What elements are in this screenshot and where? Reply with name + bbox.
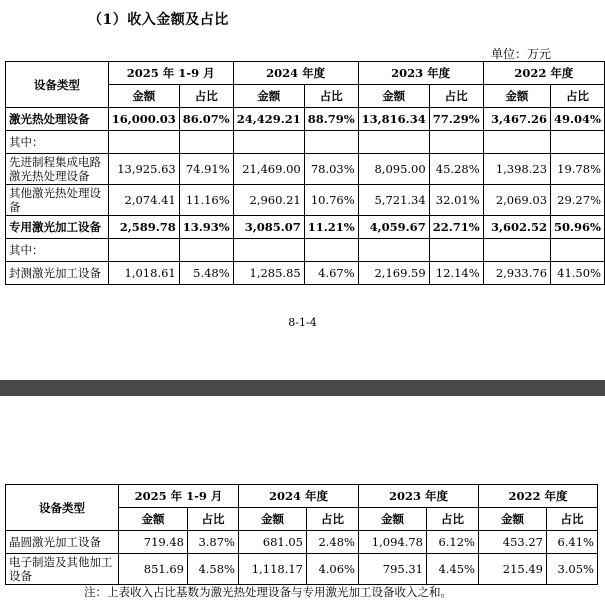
amount-cell: 1,285.85 — [233, 262, 304, 285]
header-amount: 金额 — [108, 85, 179, 108]
row-label: 封测激光加工设备 — [6, 262, 109, 285]
table-row — [6, 185, 605, 216]
amount-cell: 1,398.23 — [483, 154, 550, 185]
amount-cell: 1,094.78 — [359, 531, 427, 554]
header-amount: 金额 — [479, 508, 547, 531]
table-row — [6, 554, 598, 585]
amount-cell — [233, 239, 304, 262]
header-category: 设备类型 — [6, 485, 119, 531]
amount-cell: 453.27 — [479, 531, 547, 554]
header-period: 2024 年度 — [233, 62, 358, 85]
ratio-cell: 6.12% — [427, 531, 479, 554]
row-label: 先进制程集成电路激光热处理设备 — [6, 154, 109, 185]
ratio-cell: 4.45% — [427, 554, 479, 585]
amount-cell: 795.31 — [359, 554, 427, 585]
ratio-cell: 4.06% — [307, 554, 359, 585]
amount-cell: 13,816.34 — [358, 108, 429, 131]
table-row — [6, 154, 605, 185]
page-gap — [0, 380, 605, 396]
amount-cell — [483, 131, 550, 154]
amount-cell: 2,960.21 — [233, 185, 304, 216]
amount-cell: 719.48 — [119, 531, 188, 554]
header-amount: 金额 — [483, 85, 550, 108]
row-label: 其中： — [6, 131, 109, 154]
amount-cell: 2,069.03 — [483, 185, 550, 216]
header-period: 2024 年度 — [239, 485, 359, 508]
header-period: 2023 年度 — [358, 62, 483, 85]
header-ratio: 占比 — [547, 508, 598, 531]
row-label: 其他激光热处理设备 — [6, 185, 109, 216]
header-ratio: 占比 — [179, 85, 233, 108]
amount-cell: 5,721.34 — [358, 185, 429, 216]
header-period: 2023 年度 — [359, 485, 479, 508]
header-amount: 金额 — [233, 85, 304, 108]
amount-cell: 4,059.67 — [358, 216, 429, 239]
ratio-cell: 11.21% — [304, 216, 358, 239]
amount-cell: 3,467.26 — [483, 108, 550, 131]
amount-cell: 13,925.63 — [108, 154, 179, 185]
ratio-cell: 41.50% — [551, 262, 605, 285]
ratio-cell: 2.48% — [307, 531, 359, 554]
table-body-2 — [6, 531, 598, 585]
amount-cell: 2,589.78 — [108, 216, 179, 239]
ratio-cell: 6.41% — [547, 531, 598, 554]
ratio-cell: 4.67% — [304, 262, 358, 285]
ratio-cell: 19.78% — [551, 154, 605, 185]
document-page-2 — [0, 396, 605, 604]
header-amount: 金额 — [119, 508, 188, 531]
amount-cell — [108, 239, 179, 262]
table-body-1 — [6, 108, 605, 285]
amount-cell: 851.69 — [119, 554, 188, 585]
amount-cell: 3,602.52 — [483, 216, 550, 239]
header-period: 2022 年度 — [479, 485, 598, 508]
amount-cell: 2,169.59 — [358, 262, 429, 285]
table-row — [6, 262, 605, 285]
amount-cell: 1,118.17 — [239, 554, 307, 585]
ratio-cell: 12.14% — [429, 262, 483, 285]
revenue-table-part-2 — [5, 484, 598, 585]
amount-cell — [108, 131, 179, 154]
ratio-cell: 3.87% — [188, 531, 239, 554]
amount-cell: 1,018.61 — [108, 262, 179, 285]
ratio-cell — [179, 131, 233, 154]
row-label: 专用激光加工设备 — [6, 216, 109, 239]
amount-cell: 3,085.07 — [233, 216, 304, 239]
revenue-table-part-1 — [5, 61, 605, 285]
ratio-cell — [304, 131, 358, 154]
row-label: 电子制造及其他加工设备 — [6, 554, 119, 585]
ratio-cell: 29.27% — [551, 185, 605, 216]
header-period: 2025 年 1-9 月 — [119, 485, 239, 508]
amount-cell: 16,000.03 — [108, 108, 179, 131]
ratio-cell — [304, 239, 358, 262]
ratio-cell: 74.91% — [179, 154, 233, 185]
header-category: 设备类型 — [6, 62, 109, 108]
ratio-cell: 45.28% — [429, 154, 483, 185]
ratio-cell: 4.58% — [188, 554, 239, 585]
table-row — [6, 531, 598, 554]
ratio-cell: 88.79% — [304, 108, 358, 131]
amount-cell: 21,469.00 — [233, 154, 304, 185]
ratio-cell: 32.01% — [429, 185, 483, 216]
ratio-cell — [551, 131, 605, 154]
ratio-cell: 3.05% — [547, 554, 598, 585]
header-period: 2025 年 1-9 月 — [108, 62, 233, 85]
table-row — [6, 239, 605, 262]
ratio-cell: 22.71% — [429, 216, 483, 239]
amount-cell: 8,095.00 — [358, 154, 429, 185]
ratio-cell — [179, 239, 233, 262]
header-amount: 金额 — [239, 508, 307, 531]
ratio-cell — [429, 239, 483, 262]
table-row — [6, 131, 605, 154]
amount-cell: 681.05 — [239, 531, 307, 554]
header-ratio: 占比 — [307, 508, 359, 531]
amount-cell — [358, 239, 429, 262]
ratio-cell: 13.93% — [179, 216, 233, 239]
ratio-cell: 78.03% — [304, 154, 358, 185]
ratio-cell: 5.48% — [179, 262, 233, 285]
header-amount: 金额 — [359, 508, 427, 531]
header-amount: 金额 — [358, 85, 429, 108]
ratio-cell — [551, 239, 605, 262]
header-ratio: 占比 — [188, 508, 239, 531]
row-label: 激光热处理设备 — [6, 108, 109, 131]
row-label: 其中： — [6, 239, 109, 262]
header-ratio: 占比 — [551, 85, 605, 108]
footnote: 注：上表收入占比基数为激光热处理设备与专用激光加工设备收入之和。 — [84, 585, 452, 599]
table-row — [6, 108, 605, 131]
unit-label: 单位：万元 — [490, 47, 551, 61]
header-ratio: 占比 — [429, 85, 483, 108]
ratio-cell: 77.29% — [429, 108, 483, 131]
page-number: 8-1-4 — [288, 316, 317, 329]
ratio-cell: 86.07% — [179, 108, 233, 131]
table-header-row — [6, 485, 598, 508]
amount-cell: 215.49 — [479, 554, 547, 585]
ratio-cell: 49.04% — [551, 108, 605, 131]
table-row — [6, 216, 605, 239]
header-ratio: 占比 — [304, 85, 358, 108]
amount-cell: 2,074.41 — [108, 185, 179, 216]
amount-cell — [358, 131, 429, 154]
amount-cell: 24,429.21 — [233, 108, 304, 131]
section-title: （1）收入金额及占比 — [88, 12, 229, 28]
header-period: 2022 年度 — [483, 62, 604, 85]
ratio-cell: 11.16% — [179, 185, 233, 216]
amount-cell: 2,933.76 — [483, 262, 550, 285]
row-label: 晶圆激光加工设备 — [6, 531, 119, 554]
ratio-cell: 10.76% — [304, 185, 358, 216]
ratio-cell: 50.96% — [551, 216, 605, 239]
table-header-row — [6, 62, 605, 85]
amount-cell — [233, 131, 304, 154]
header-ratio: 占比 — [427, 508, 479, 531]
amount-cell — [483, 239, 550, 262]
ratio-cell — [429, 131, 483, 154]
